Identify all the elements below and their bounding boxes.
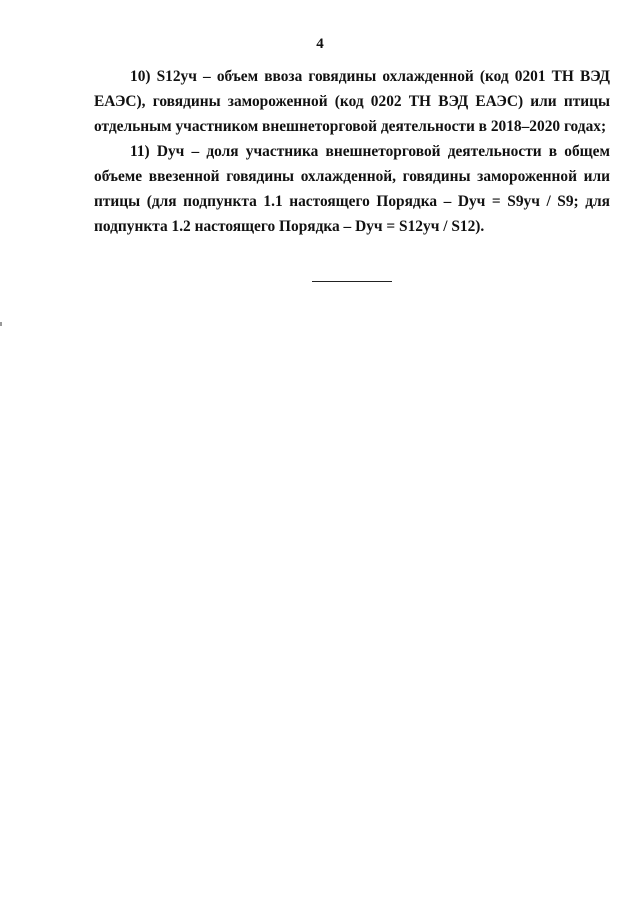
scan-margin-mark [0, 322, 2, 326]
paragraph-item-11: 11) Dуч – доля участника внешнеторговой деятельности в общем объеме ввезенной говядины охлажденной, говядины замороженной или птицы (для подпункта 1.1 настоящего Порядка – Dуч = S9уч / S9; для подпункта 1.2 настоящего Порядка – Dуч = S12уч / S12). [94, 143, 610, 235]
document-body [94, 64, 610, 239]
paragraph-item-10: 10) S12уч – объем ввоза говядины охлажденной (код 0201 ТН ВЭД ЕАЭС), говядины замороженной (код 0202 ТН ВЭД ЕАЭС) или птицы отдельным участником внешнеторговой деятельности в 2018–2020 годах; [94, 68, 610, 135]
end-divider-line [312, 281, 392, 282]
page-number: 4 [316, 36, 324, 52]
